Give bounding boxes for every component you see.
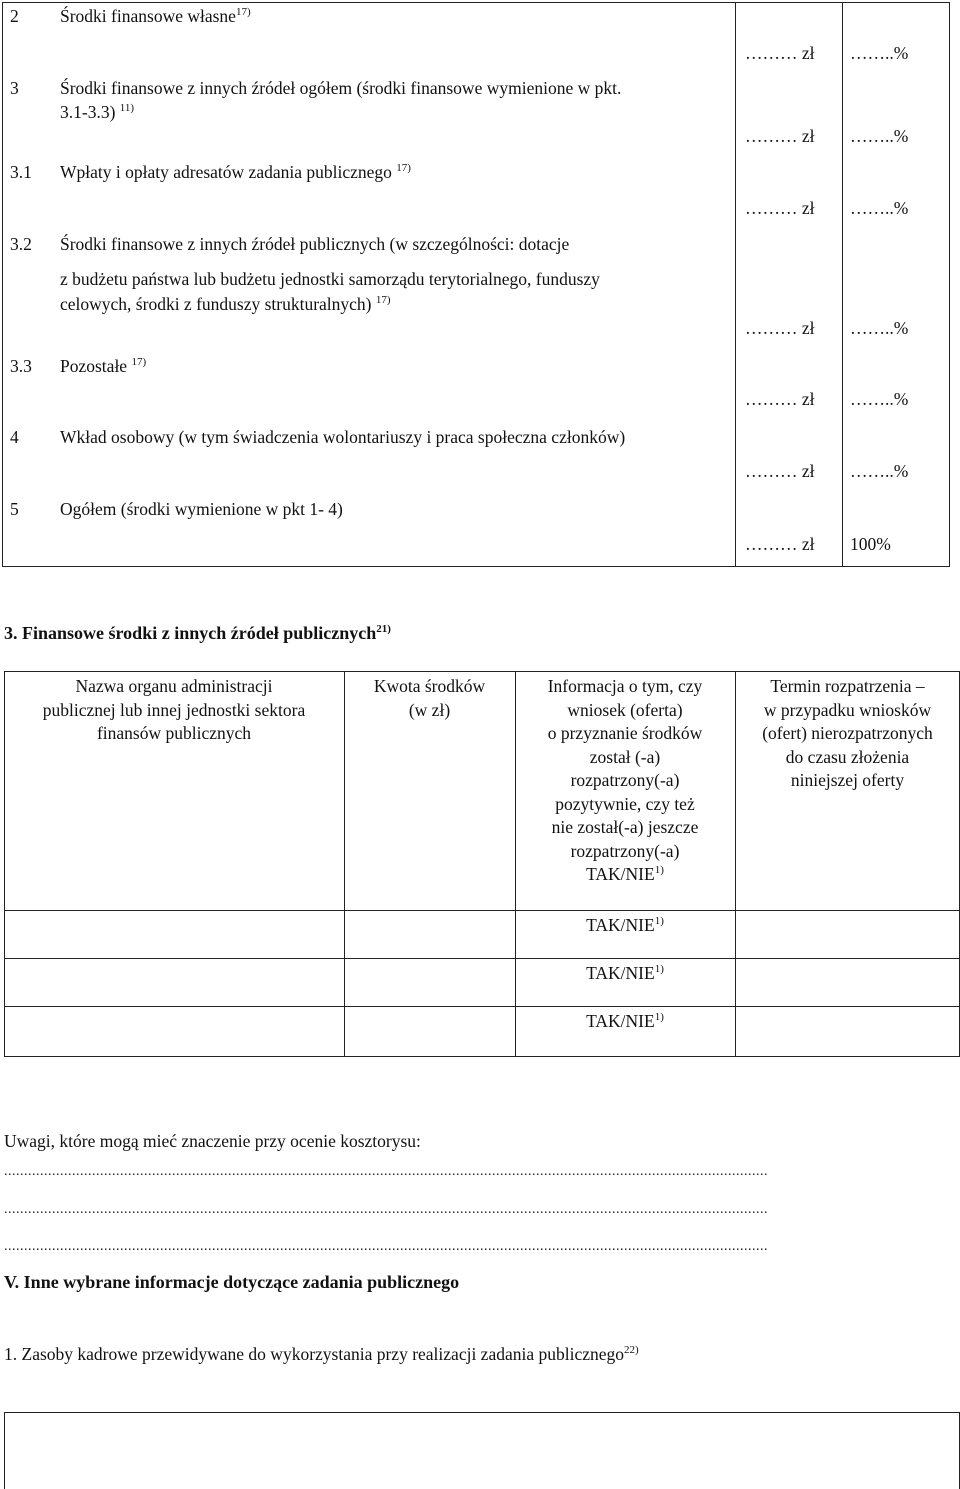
amount-pct-6: ……..% xyxy=(850,461,909,481)
amount-pct-4: ……..% xyxy=(850,318,909,338)
public-funds-row-div-2 xyxy=(4,958,960,959)
amount-zl-total: ……… zł xyxy=(745,534,815,554)
amount-zl-3: ……… zł xyxy=(745,198,815,218)
row-3-num: 3 xyxy=(10,78,19,98)
tak-nie-row-4: TAK/NIE$^{1)}$ xyxy=(586,1011,664,1031)
budget-table-divider-percent xyxy=(842,2,843,567)
row-3-2-label-line3: celowych, środki z funduszy strukturalnych) $^{17)}$ xyxy=(60,294,391,314)
row-5-num: 5 xyxy=(10,499,19,519)
row-3-1-num: 3.1 xyxy=(10,162,32,182)
remarks-label: Uwagi, które mogą mieć znaczenie przy ocenie kosztorysu: xyxy=(4,1131,421,1151)
remarks-line-2[interactable]: ............................................................................................................................................................................................... xyxy=(4,1202,768,1217)
row-2-label: Środki finansowe własne$^{17)}$ xyxy=(60,6,251,26)
row-5-label: Ogółem (środki wymienione w pkt 1- 4) xyxy=(60,499,343,519)
row-3-2-num: 3.2 xyxy=(10,234,32,254)
section-5-item-1: 1. Zasoby kadrowe przewidywane do wykorzystania przy realizacji zadania publicznego$^{22)}$ xyxy=(4,1344,639,1364)
header-amount: Kwota środków (w zł) xyxy=(373,676,486,720)
tak-nie-row-1: TAK/NIE$^{1)}$ xyxy=(586,864,664,884)
row-2-num: 2 xyxy=(10,6,19,26)
amount-pct-5: ……..% xyxy=(850,389,909,409)
row-3-2-label: Środki finansowe z innych źródeł publicznych (w szczególności: dotacje xyxy=(60,234,570,254)
header-term: Termin rozpatrzenia – w przypadku wniosków (ofert) nierozpatrzonych do czasu złożenia niniejszej oferty xyxy=(762,676,933,790)
amount-zl-1: ……… zł xyxy=(745,43,815,63)
row-3-1-label: Wpłaty i opłaty adresatów zadania publicznego $^{17)}$ xyxy=(60,162,411,182)
header-info: Informacja o tym, czy wniosek (oferta) o przyznanie środków został (-a) rozpatrzony(-a) pozytywnie, czy też nie został(-a) jeszcze rozpatrzony(-a) TAK/NIE$^{1)}$ xyxy=(515,675,735,887)
row-3-2-label-line2: z budżetu państwa lub budżetu jednostki samorządu terytorialnego, funduszy xyxy=(60,269,600,289)
section-5-title: V. Inne wybrane informacje dotyczące zadania publicznego xyxy=(4,1272,460,1292)
amount-pct-3: ……..% xyxy=(850,198,909,218)
amount-zl-5: ……… zł xyxy=(745,389,815,409)
staff-resources-box[interactable] xyxy=(4,1412,960,1489)
amount-zl-2: ……… zł xyxy=(745,126,815,146)
public-funds-col-div-1 xyxy=(344,671,345,1057)
row-3-3-label: Pozostałe $^{17)}$ xyxy=(60,356,147,376)
amount-pct-2: ……..% xyxy=(850,126,909,146)
row-3-3-num: 3.3 xyxy=(10,356,32,376)
row-3-label: Środki finansowe z innych źródeł ogółem (środki finansowe wymienione w pkt. xyxy=(60,78,622,98)
remarks-line-1[interactable]: ............................................................................................................................................................................................... xyxy=(4,1164,768,1179)
header-organ-name: Nazwa organu administracji publicznej lub innej jednostki sektora finansów publicznych xyxy=(42,676,306,743)
tak-nie-row-2: TAK/NIE$^{1)}$ xyxy=(586,915,664,935)
public-funds-row-div-3 xyxy=(4,1006,960,1007)
amount-zl-6: ……… zł xyxy=(745,461,815,481)
section-3-title: 3. Finansowe środki z innych źródeł publicznych$^{21)}$ xyxy=(4,623,391,643)
row-4-label: Wkład osobowy (w tym świadczenia wolontariuszy i praca społeczna członków) xyxy=(60,427,626,447)
row-3-label-line2: 3.1-3.3) $^{11)}$ xyxy=(60,102,135,122)
public-funds-row-div-1 xyxy=(4,910,960,911)
tak-nie-row-3: TAK/NIE$^{1)}$ xyxy=(586,963,664,983)
amount-zl-4: ……… zł xyxy=(745,318,815,338)
amount-pct-total: 100% xyxy=(850,534,891,554)
budget-table-divider-amount xyxy=(735,2,736,567)
amount-pct-1: ……..% xyxy=(850,43,909,63)
remarks-line-3[interactable]: ............................................................................................................................................................................................... xyxy=(4,1239,768,1254)
row-4-num: 4 xyxy=(10,427,19,447)
